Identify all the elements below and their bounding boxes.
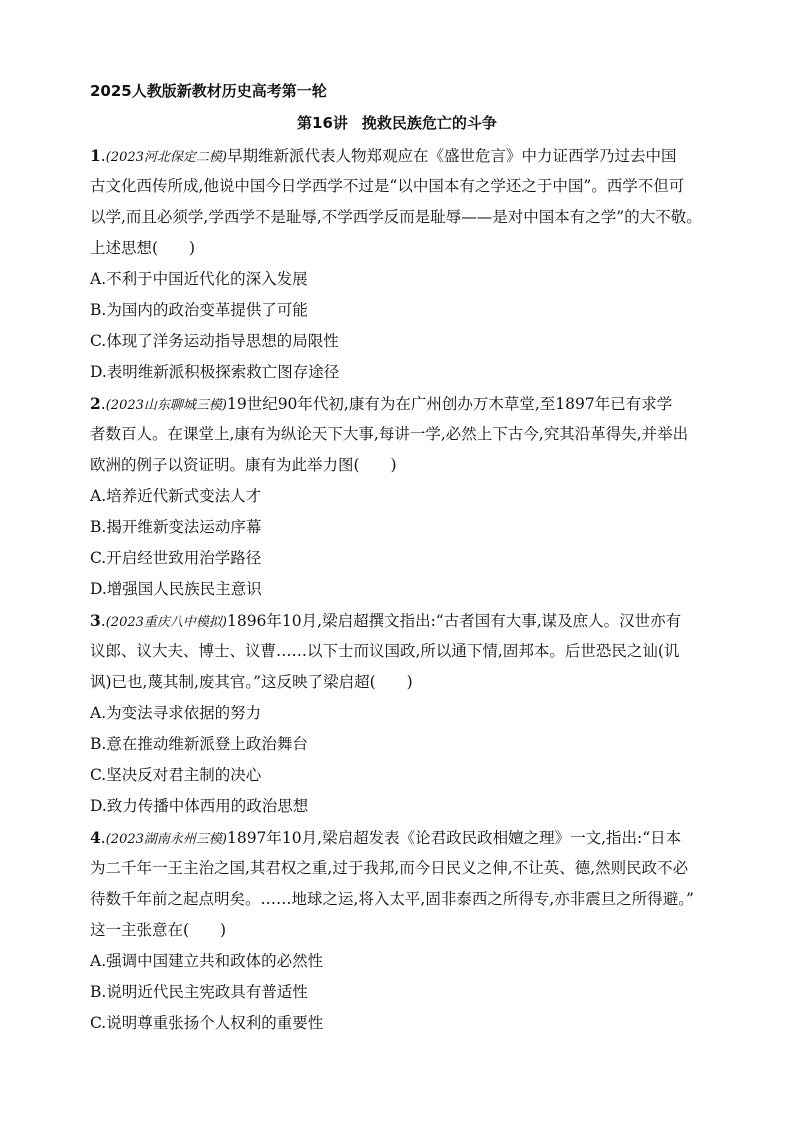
lecture-title: [0, 112, 794, 133]
option-d[interactable]: D.表明维新派积极探索救亡图存途径: [90, 363, 340, 381]
option-c[interactable]: C.体现了洋务运动指导思想的局限性: [90, 332, 339, 350]
question-text-line: 待数千年前之起点明矣。……地球之运,将入太平,固非泰西之所得专,亦非震旦之所得避。”: [90, 890, 694, 908]
question-source: (2023重庆八中模拟): [105, 615, 227, 630]
question-text-line: 1897年10月,梁启超发表《论君政民政相嬗之理》一文,指出:“日本: [226, 829, 682, 847]
question-text-line: 者数百人。在课堂上,康有为纵论天下大事,每讲一学,必然上下古今,究其沿革得失,并举出: [90, 425, 689, 443]
question-text-line: 以学,而且必须学,学西学不是耻辱,不学西学反而是耻辱——是对中国本有之学”的大不敬。: [90, 208, 702, 226]
option-a[interactable]: A.强调中国建立共和政体的必然性: [90, 952, 324, 970]
question-text-line: 古文化西传所成,他说中国今日学西学不过是“以中国本有之学还之于中国”。西学不但可: [90, 177, 685, 195]
question-text-line: 为二千年一王主治之国,其君权之重,过于我邦,而今日民义之伸,不让英、德,然则民政不必: [90, 859, 689, 877]
question-1: 1.(2023河北保定二模)早期维新派代表人物郑观应在《盛世危言》中力证西学乃过去中国 古文化西传所成,他说中国今日学西学不过是“以中国本有之学还之于中国”。西学不但可 以学,而且必须学,学西学不是耻辱,不学西学反而是耻辱——是对中国本有之学”的大不敬。 上述思想( ) A.不利于中国近代化的深入发展 B.为国内的政治变革提供了可能 C.体现了洋务运动指导思想的局限性 D.表明维新派积极探索救亡图存途径: [90, 140, 710, 388]
question-number: 4: [90, 828, 101, 847]
question-3: 3.(2023重庆八中模拟)1896年10月,梁启超撰文指出:“古者国有大事,谋及庶人。汉世亦有 议郎、议大夫、博士、议曹……以下士而议国政,所以通下情,固邦本。后世恐民之讪(讥 讽)已也,蔑其制,废其官。”这反映了梁启超( ) A.为变法寻求依据的努力 B.意在推动维新派登上政治舞台 C.坚决反对君主制的决心 D.致力传播中体西用的政治思想: [90, 605, 710, 822]
option-d[interactable]: D.致力传播中体西用的政治思想: [90, 797, 309, 815]
question-source: (2023湖南永州三模): [105, 832, 227, 847]
option-a[interactable]: A.不利于中国近代化的深入发展: [90, 270, 308, 288]
question-text-line: 19世纪90年代初,康有为在广州创办万木草堂,至1897年已有求学: [226, 395, 673, 413]
question-2: 2.(2023山东聊城三模)19世纪90年代初,康有为在广州创办万木草堂,至1897年已有求学 者数百人。在课堂上,康有为纵论天下大事,每讲一学,必然上下古今,究其沿革得失,并举出 欧洲的例子以资证明。康有为此举力图( ) A.培养近代新式变法人才 B.揭开维新变法运动序幕 C.开启经世致用治学路径 D.增强国人民族民主意识: [90, 388, 710, 605]
question-text-line: 早期维新派代表人物郑观应在《盛世危言》中力证西学乃过去中国: [226, 147, 677, 165]
option-b[interactable]: B.说明近代民主宪政具有普适性: [90, 983, 308, 1001]
question-list: [90, 140, 710, 1039]
question-number: 1: [90, 146, 101, 165]
question-number: 3: [90, 611, 101, 630]
question-text-line: 欧洲的例子以资证明。康有为此举力图( ): [90, 456, 397, 474]
question-text-line: 上述思想( ): [90, 239, 196, 257]
option-c[interactable]: C.开启经世致用治学路径: [90, 549, 262, 567]
question-4: 4.(2023湖南永州三模)1897年10月,梁启超发表《论君政民政相嬗之理》一文,指出:“日本 为二千年一王主治之国,其君权之重,过于我邦,而今日民义之伸,不让英、德,然则民政不必 待数千年前之起点明矣。……地球之运,将入太平,固非泰西之所得专,亦非震旦之所得避。” 这一主张意在( ) A.强调中国建立共和政体的必然性 B.说明近代民主宪政具有普适性 C.说明尊重张扬个人权利的重要性: [90, 822, 710, 1039]
option-a[interactable]: A.为变法寻求依据的努力: [90, 704, 262, 722]
option-a[interactable]: A.培养近代新式变法人才: [90, 487, 262, 505]
option-b[interactable]: B.意在推动维新派登上政治舞台: [90, 735, 308, 753]
question-number: 2: [90, 394, 101, 413]
option-d[interactable]: D.增强国人民族民主意识: [90, 580, 262, 598]
lecture-name: 挽救民族危亡的斗争: [361, 114, 497, 132]
option-b[interactable]: B.为国内的政治变革提供了可能: [90, 301, 308, 319]
lecture-number: 第16讲: [297, 114, 348, 132]
question-text-line: 议郎、议大夫、博士、议曹……以下士而议国政,所以通下情,固邦本。后世恐民之讪(讥: [90, 642, 680, 660]
series-title: 2025人教版新教材历史高考第一轮: [90, 82, 327, 100]
question-source: (2023山东聊城三模): [105, 398, 227, 413]
option-c[interactable]: C.坚决反对君主制的决心: [90, 766, 262, 784]
question-text-line: 这一主张意在( ): [90, 921, 227, 939]
option-b[interactable]: B.揭开维新变法运动序幕: [90, 518, 262, 536]
option-c[interactable]: C.说明尊重张扬个人权利的重要性: [90, 1014, 324, 1032]
question-text-line: 1896年10月,梁启超撰文指出:“古者国有大事,谋及庶人。汉世亦有: [226, 612, 682, 630]
question-source: (2023河北保定二模): [105, 150, 227, 165]
question-text-line: 讽)已也,蔑其制,废其官。”这反映了梁启超( ): [90, 673, 413, 691]
